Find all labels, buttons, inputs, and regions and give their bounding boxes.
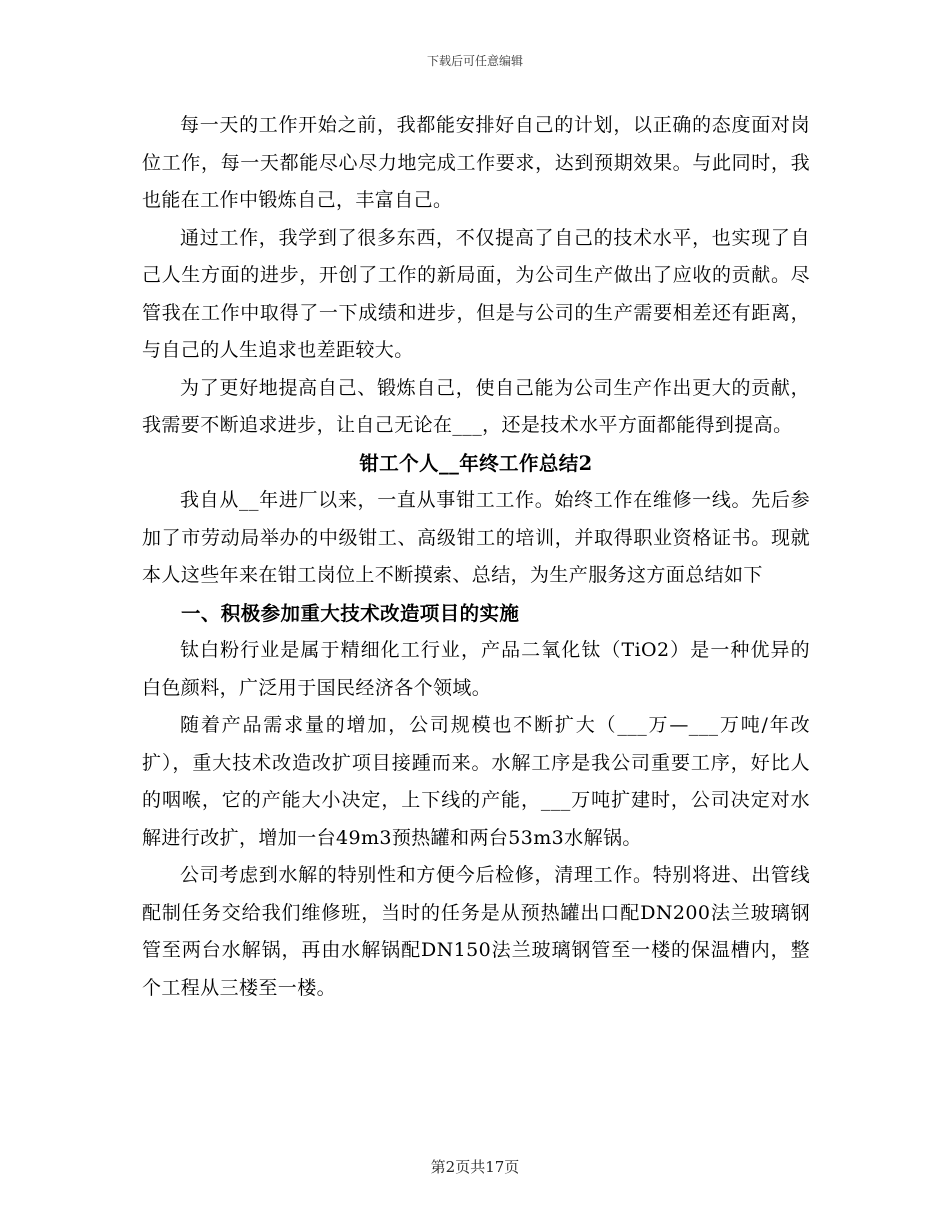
document-body <box>142 107 810 1007</box>
page-header: 下载后可任意编辑 <box>426 54 523 68</box>
paragraph-6: 随着产品需求量的增加，公司规模也不断扩大（___万—___万吨/年改扩），重大技术改造改扩项目接踵而来。水解工序是我公司重要工序，好比人的咽喉，它的产能大小决定，上下线的产能，___万吨扩建时，公司决定对水解进行改扩，增加一台49m3预热罐和两台53m3水解锅。 <box>142 714 810 849</box>
page-number: 第2页共17页 <box>430 1158 520 1176</box>
paragraph-7: 公司考虑到水解的特别性和方便今后检修，清理工作。特别将进、出管线配制任务交给我们维修班，当时的任务是从预热罐出口配DN200法兰玻璃钢管至两台水解锅，再由水解锅配DN150法兰玻璃钢管至一楼的保温槽内，整个工程从三楼至一楼。 <box>142 864 810 999</box>
section-title: 钳工个人__年终工作总结2 <box>359 451 593 475</box>
paragraph-4: 我自从__年进厂以来，一直从事钳工工作。始终工作在维修一线。先后参加了市劳动局举办的中级钳工、高级钳工的培训，并取得职业资格证书。现就本人这些年来在钳工岗位上不断摸索、总结，为生产服务这方面总结如下 <box>142 489 810 586</box>
section-heading-1: 一、积极参加重大技术改造项目的实施 <box>181 601 520 625</box>
paragraph-3: 为了更好地提高自己、锻炼自己，使自己能为公司生产作出更大的贡献，我需要不断追求进步，让自己无论在___，还是技术水平方面都能得到提高。 <box>142 376 810 436</box>
paragraph-1: 每一天的工作开始之前，我都能安排好自己的计划，以正确的态度面对岗位工作，每一天都能尽心尽力地完成工作要求，达到预期效果。与此同时，我也能在工作中锻炼自己，丰富自己。 <box>142 114 810 211</box>
paragraph-5: 钛白粉行业是属于精细化工行业，产品二氧化钛（TiO2）是一种优异的白色颜料，广泛用于国民经济各个领域。 <box>142 639 810 699</box>
paragraph-2: 通过工作，我学到了很多东西，不仅提高了自己的技术水平，也实现了自己人生方面的进步，开创了工作的新局面，为公司生产做出了应收的贡献。尽管我在工作中取得了一下成绩和进步，但是与公司的生产需要相差还有距离，与自己的人生追求也差距较大。 <box>142 226 810 361</box>
